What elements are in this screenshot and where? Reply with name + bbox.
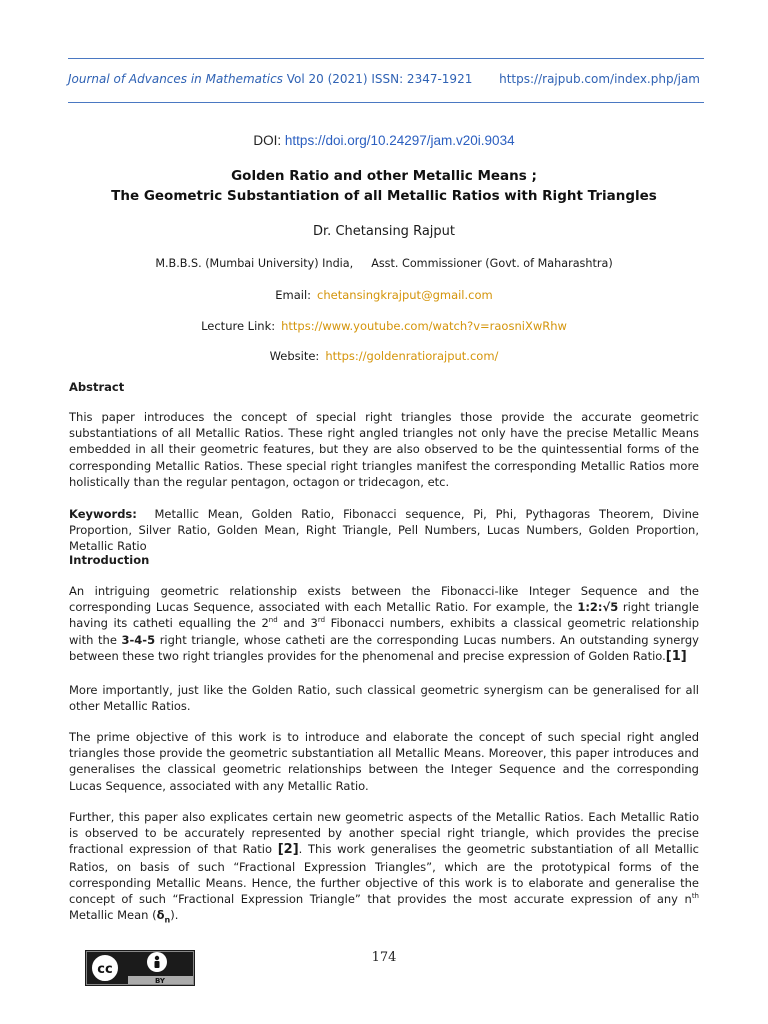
introduction-heading: Introduction bbox=[69, 553, 150, 567]
paper-title bbox=[0, 166, 768, 206]
p1-text-d: and 3 bbox=[277, 616, 318, 631]
p4-text-b: . This work generalises the geometric substantiation of all Metallic Ratios, on basis of such “Fractional Expression Triangles”, which are the prototypical forms of the corresponding Metallic Means. Hence, the further objective of this work is to elaborate and generalise the concept of such “Fractional Expression Triangle” that provides the most accurate expression of any n bbox=[69, 842, 699, 907]
p4-text-d: ). bbox=[170, 908, 179, 923]
p1-sup-rd: rd bbox=[317, 616, 326, 625]
website-line bbox=[0, 349, 768, 363]
email-link[interactable]: chetansingkrajput@gmail.com bbox=[317, 288, 493, 302]
author-name: Dr. Chetansing Rajput bbox=[313, 224, 455, 239]
author-affiliation bbox=[0, 257, 768, 270]
p1-text-g: right triangle, whose catheti are the corresponding Lucas numbers. An outstanding synergy between these two right triangles provides for the phenomenal and precise expression of Golden Ratio. bbox=[69, 632, 699, 663]
journal-name: Journal of Advances in Mathematics bbox=[68, 72, 283, 86]
p4-sup-th: th bbox=[691, 892, 699, 901]
p4-text-a: Further, this paper also explicates certain new geometric aspects of the Metallic Ratios. Each Metallic Ratio is observed to be accurately represented by another special right triangle, which provides the precise fractional expression of that Ratio bbox=[69, 810, 699, 857]
p1-citation-link[interactable]: [1] bbox=[665, 648, 687, 664]
p4-citation-link[interactable]: [2] bbox=[277, 842, 299, 858]
metallic-mean-delta-symbol: δ bbox=[156, 908, 165, 923]
lecture-label: Lecture Link: bbox=[201, 319, 276, 333]
email-line bbox=[0, 288, 768, 302]
delta-subscript-n: n bbox=[164, 915, 171, 925]
p1-text-a: An intriguing geometric relationship exists between the Fibonacci-like Integer Sequence and the corresponding Lucas Sequence, associated with each Metallic Ratio. For example, the bbox=[69, 584, 699, 615]
abstract-heading: Abstract bbox=[69, 380, 125, 394]
website-label: Website: bbox=[269, 349, 320, 363]
lecture-line bbox=[0, 319, 768, 333]
affiliation-right: Asst. Commissioner (Govt. of Maharashtra) bbox=[371, 257, 613, 270]
cc-logo-text: cc bbox=[97, 962, 113, 977]
header-top-rule bbox=[68, 58, 704, 59]
intro-paragraph-1 bbox=[69, 583, 699, 665]
journal-url-link[interactable]: https://rajpub.com/index.php/jam bbox=[499, 72, 700, 86]
journal-volume: Vol 20 (2021) ISSN: 2347-1921 bbox=[282, 72, 473, 86]
keywords-label: Keywords: bbox=[69, 507, 137, 521]
email-label: Email: bbox=[275, 288, 312, 302]
by-label: BY bbox=[154, 977, 166, 985]
keywords-text: Metallic Mean, Golden Ratio, Fibonacci sequence, Pi, Phi, Pythagoras Theorem, Divine Proportion, Silver Ratio, Golden Mean, Right Triangle, Pell Numbers, Lucas Numbers, Golden Proportion, Metallic Ratio bbox=[69, 507, 700, 554]
lecture-link[interactable]: https://www.youtube.com/watch?v=raosniXwRhw bbox=[281, 319, 567, 333]
p4-text-c: Metallic Mean ( bbox=[69, 908, 157, 923]
paper-title-line1: Golden Ratio and other Metallic Means ; bbox=[231, 168, 537, 184]
p1-triangle-345: 3-4-5 bbox=[121, 632, 156, 647]
website-link[interactable]: https://goldenratiorajput.com/ bbox=[325, 349, 499, 363]
intro-paragraph-4 bbox=[69, 809, 699, 929]
page-number: 174 bbox=[371, 950, 397, 965]
doi-line bbox=[0, 133, 768, 148]
journal-citation bbox=[68, 72, 472, 86]
p1-sup-nd: nd bbox=[268, 616, 278, 625]
p1-text-e: Fibonacci numbers, exhibits a classical geometric relationship with the bbox=[69, 616, 699, 647]
intro-paragraph-3: The prime objective of this work is to introduce and elaborate the concept of such special right angled triangles those provide the geometric substantiation all Metallic Means. Moreover, this paper introduces and generalises the classical geometric relationships between the Integer Sequence and the corresponding Lucas Sequence, associated with any Metallic Ratio. bbox=[69, 730, 699, 793]
p1-triangle-ratio: 1:2:√5 bbox=[577, 600, 619, 615]
paper-title-line2: The Geometric Substantiation of all Metallic Ratios with Right Triangles bbox=[111, 188, 657, 204]
intro-paragraph-2: More importantly, just like the Golden Ratio, such classical geometric synergism can be generalised for all other Metallic Ratios. bbox=[69, 683, 699, 714]
doi-link[interactable]: https://doi.org/10.24297/jam.v20i.9034 bbox=[284, 133, 515, 148]
cc-by-license-badge[interactable] bbox=[85, 950, 195, 986]
keywords-paragraph bbox=[69, 506, 699, 555]
doi-label: DOI: bbox=[253, 133, 285, 148]
header-bottom-rule bbox=[68, 102, 704, 103]
affiliation-left: M.B.B.S. (Mumbai University) India, bbox=[155, 257, 354, 270]
abstract-text: This paper introduces the concept of special right triangles those provide the accurate geometric substantiations of all Metallic Ratios. These right angled triangles not only have the precise Metallic Means embedded in all their geometric features, but they are also observed to be the quintessential forms of the corresponding Metallic Ratios. These special right triangles manifest the corresponding Metallic Ratios more holistically than the regular pentagon, octagon or tridecagon, etc. bbox=[69, 410, 699, 489]
p1-text-c: right triangle having its catheti equalling the 2 bbox=[69, 600, 699, 631]
